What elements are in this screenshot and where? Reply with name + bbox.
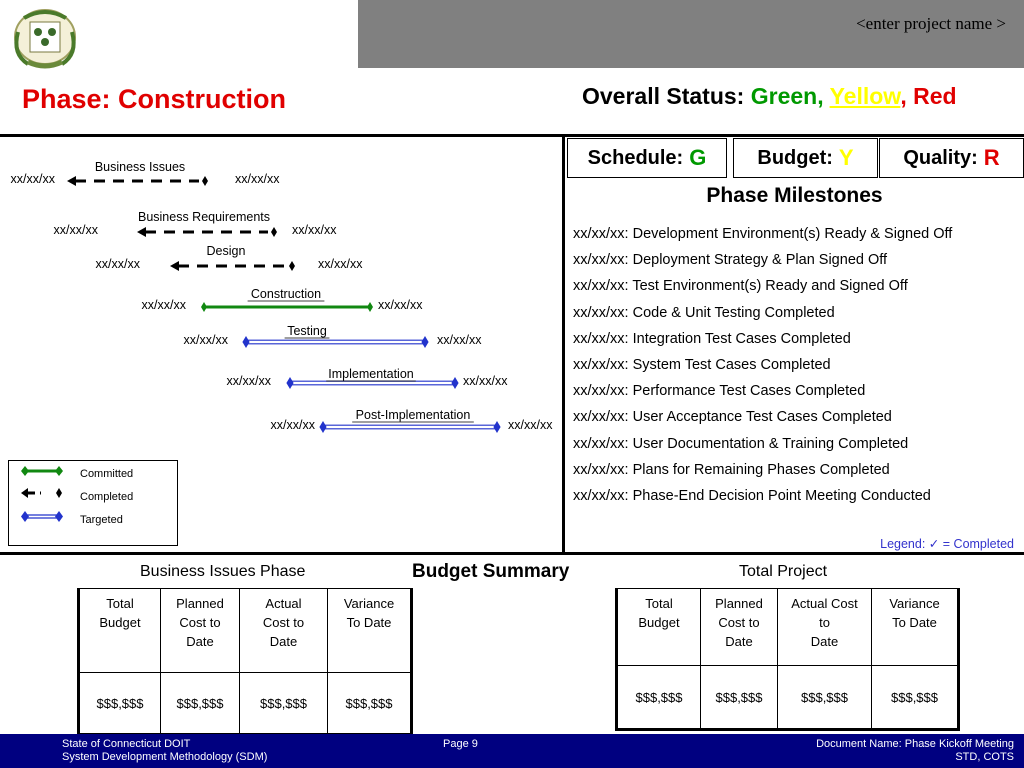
bar-end-marker [202,176,208,186]
timeline-row [11,160,281,186]
bar-end-marker [289,261,295,271]
phase-end-date: xx/xx/xx [292,223,337,237]
phase-start-date: xx/xx/xx [226,374,271,388]
phase-end-date: xx/xx/xx [437,333,482,347]
milestone-item: xx/xx/xx: Development Environment(s) Ready & Signed Off [573,226,953,242]
value-cell: $$$,$$$ [872,666,959,730]
value-cell: $$$,$$$ [328,673,412,735]
phase-start-date: xx/xx/xx [95,257,140,271]
timeline-row [54,210,338,237]
milestone-item: xx/xx/xx: Performance Test Cases Completed [573,383,866,400]
header-cell: Planned Cost to Date [161,589,240,673]
schedule-label: Schedule: [587,146,684,169]
overall-status-label: Overall Status: [582,83,745,109]
milestones-title: Phase Milestones [706,184,883,207]
status-comma: , [900,83,907,109]
quality-status-box [879,138,1024,178]
budget-summary-title: Budget Summary [412,561,570,582]
quality-value: R [983,145,1000,170]
quality-label: Quality: [903,146,978,169]
milestone-item: xx/xx/xx: Phase-End Decision Point Meeting Conducted [573,487,931,504]
state-seal-logo [4,4,86,74]
phase-start-date: xx/xx/xx [53,223,98,237]
milestone-item: xx/xx/xx: Integration Test Cases Completed [573,330,851,347]
milestone-item: xx/xx/xx: User Acceptance Test Cases Completed [573,409,892,426]
header-cell: Actual Cost to Date [778,589,872,666]
table-header-row [617,589,959,666]
timeline-row [96,244,364,271]
value-cell: $$$,$$$ [701,666,778,730]
phase-label: Construction [250,287,322,301]
milestone-item: xx/xx/xx: Deployment Strategy & Plan Signed Off [573,252,888,269]
phase-label: Design [206,244,246,258]
phase-label: Post-Implementation [355,408,471,422]
bar-start-arrow [137,227,146,237]
bar-start-arrow [170,261,179,271]
phase-end-date: xx/xx/xx [378,298,423,312]
schedule-value: G [689,145,707,170]
bar-end-marker [493,421,500,433]
milestone-item: xx/xx/xx: Plans for Remaining Phases Completed [573,461,890,478]
phase-budget-title: Business Issues Phase [140,563,306,580]
legend-completed-label: Completed [80,491,134,503]
footer-org-line2: System Development Methodology (SDM) [62,751,268,763]
phase-label: Testing [287,324,327,338]
check-icon: ✓ [928,537,940,551]
phase-budget-table [77,588,413,736]
bar-start-marker [242,336,249,348]
budget-status-box [733,138,878,178]
phase-label: Business Issues [94,160,186,174]
milestone-legend-suffix: = Completed [942,537,1014,551]
project-name[interactable]: <enter project name > [856,14,1006,33]
header-cell: Total Budget [617,589,701,666]
value-cell: $$$,$$$ [240,673,328,735]
timeline-legend-box [8,460,178,546]
bar-start-marker [319,421,326,433]
status-red: Red [913,83,957,109]
footer-doc-line2: STD, COTS [955,751,1014,763]
phase-end-date: xx/xx/xx [235,172,280,186]
status-green: Green, [750,83,824,109]
value-cell: $$$,$$$ [778,666,872,730]
table-row [617,666,959,730]
status-yellow: Yellow [829,83,901,109]
milestone-legend [880,536,1014,551]
footer-document [816,738,1014,764]
timeline-row [184,324,483,348]
value-cell: $$$,$$$ [617,666,701,730]
value-cell: $$$,$$$ [79,673,161,735]
footer-org-line1: State of Connecticut DOIT [62,738,191,750]
phase-start-date: xx/xx/xx [141,298,186,312]
legend-committed-swatch [21,466,63,476]
bar-end-marker [271,227,277,237]
milestone-item: xx/xx/xx: Code & Unit Testing Completed [573,304,835,321]
legend-committed-label: Committed [80,468,134,480]
phase-timeline [0,137,562,437]
header-cell: Total Budget [79,589,161,673]
bar-start-marker [286,377,293,389]
legend-targeted-swatch [21,511,63,522]
phase-start-date: xx/xx/xx [270,418,315,432]
phase-end-date: xx/xx/xx [463,374,508,388]
bar-start-arrow [67,176,76,186]
timeline-row [227,367,509,389]
milestone-legend-prefix: Legend: [880,537,926,551]
milestone-list [573,225,952,513]
footer-org [62,738,267,764]
legend-targeted-label: Targeted [80,514,123,526]
bar-end-marker [421,336,428,348]
footer-page-number: Page 9 [443,738,478,750]
table-row [79,673,412,735]
phase-end-date: xx/xx/xx [318,257,363,271]
budget-value: Y [838,145,854,170]
header-cell: Variance To Date [872,589,959,666]
legend-completed-swatch [21,488,62,498]
timeline-row [271,408,554,433]
footer-doc-line1: Document Name: Phase Kickoff Meeting [816,738,1014,750]
milestone-item: xx/xx/xx: User Documentation & Training Completed [573,435,909,452]
header-cell: Planned Cost to Date [701,589,778,666]
header-bar [358,0,1024,68]
budget-label: Budget: [757,146,833,169]
milestone-item: xx/xx/xx: Test Environment(s) Ready and Signed Off [573,278,908,295]
header-cell: Actual Cost to Date [240,589,328,673]
main-bottom-divider [0,552,1024,555]
overall-status [582,83,957,110]
header-cell: Variance To Date [328,589,412,673]
bar-start-marker [201,302,207,312]
table-header-row [79,589,412,673]
legend-swatches [19,463,69,543]
phase-label: Business Requirements [137,210,271,224]
value-cell: $$$,$$$ [161,673,240,735]
bar-end-marker [451,377,458,389]
phase-end-date: xx/xx/xx [508,418,553,432]
project-budget-title: Total Project [739,563,828,580]
timeline-row [142,287,424,312]
footer [0,734,1024,768]
project-budget-table [615,588,960,731]
phase-start-date: xx/xx/xx [10,172,55,186]
schedule-status-box [567,138,727,178]
phase-title: Phase: Construction [22,84,287,114]
milestone-item: xx/xx/xx: System Test Cases Completed [573,356,831,373]
phase-start-date: xx/xx/xx [183,333,228,347]
bar-end-marker [367,302,373,312]
phase-label: Implementation [328,367,414,381]
